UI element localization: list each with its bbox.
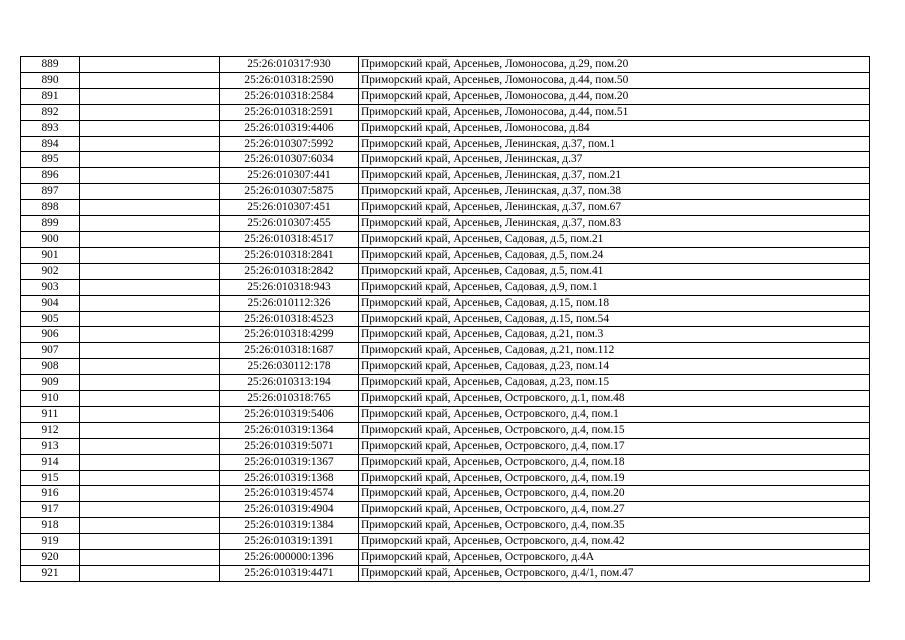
address-cell: Приморский край, Арсеньев, Островского, д.4, пом.20 bbox=[359, 486, 870, 502]
row-number-cell: 916 bbox=[21, 486, 80, 502]
table-row bbox=[21, 136, 870, 152]
row-number-cell: 918 bbox=[21, 518, 80, 534]
empty-cell bbox=[80, 263, 220, 279]
empty-cell bbox=[80, 502, 220, 518]
table-row bbox=[21, 566, 870, 582]
row-number-cell: 905 bbox=[21, 311, 80, 327]
table-row bbox=[21, 550, 870, 566]
row-number-cell: 902 bbox=[21, 263, 80, 279]
address-cell: Приморский край, Арсеньев, Островского, д.4А bbox=[359, 550, 870, 566]
empty-cell bbox=[80, 104, 220, 120]
cadastral-number-cell: 25:26:010307:455 bbox=[220, 216, 359, 232]
row-number-cell: 910 bbox=[21, 391, 80, 407]
cadastral-number-cell: 25:26:010313:194 bbox=[220, 375, 359, 391]
table-row bbox=[21, 231, 870, 247]
empty-cell bbox=[80, 279, 220, 295]
cadastral-number-cell: 25:26:010318:2590 bbox=[220, 72, 359, 88]
address-cell: Приморский край, Арсеньев, Ломоносова, д.44, пом.20 bbox=[359, 88, 870, 104]
address-cell: Приморский край, Арсеньев, Садовая, д.9, пом.1 bbox=[359, 279, 870, 295]
cadastral-number-cell: 25:26:010307:441 bbox=[220, 168, 359, 184]
cadastral-number-cell: 25:26:010319:4471 bbox=[220, 566, 359, 582]
address-cell: Приморский край, Арсеньев, Садовая, д.23, пом.15 bbox=[359, 375, 870, 391]
cadastral-number-cell: 25:26:010319:5406 bbox=[220, 406, 359, 422]
address-cell: Приморский край, Арсеньев, Садовая, д.5, пом.21 bbox=[359, 231, 870, 247]
cadastral-number-cell: 25:26:010318:4299 bbox=[220, 327, 359, 343]
row-number-cell: 921 bbox=[21, 566, 80, 582]
cadastral-number-cell: 25:26:010307:5992 bbox=[220, 136, 359, 152]
empty-cell bbox=[80, 422, 220, 438]
cadastral-number-cell: 25:26:010318:1687 bbox=[220, 343, 359, 359]
empty-cell bbox=[80, 200, 220, 216]
table-row bbox=[21, 120, 870, 136]
row-number-cell: 908 bbox=[21, 359, 80, 375]
row-number-cell: 912 bbox=[21, 422, 80, 438]
cadastral-number-cell: 25:26:030112:178 bbox=[220, 359, 359, 375]
property-table bbox=[20, 56, 870, 582]
cadastral-number-cell: 25:26:010319:4406 bbox=[220, 120, 359, 136]
address-cell: Приморский край, Арсеньев, Островского, д.4, пом.35 bbox=[359, 518, 870, 534]
table-body bbox=[21, 57, 870, 582]
address-cell: Приморский край, Арсеньев, Островского, д.4/1, пом.47 bbox=[359, 566, 870, 582]
row-number-cell: 901 bbox=[21, 247, 80, 263]
cadastral-number-cell: 25:26:010318:2841 bbox=[220, 247, 359, 263]
row-number-cell: 891 bbox=[21, 88, 80, 104]
row-number-cell: 900 bbox=[21, 231, 80, 247]
cadastral-number-cell: 25:26:010319:1391 bbox=[220, 534, 359, 550]
empty-cell bbox=[80, 168, 220, 184]
cadastral-number-cell: 25:26:000000:1396 bbox=[220, 550, 359, 566]
address-cell: Приморский край, Арсеньев, Островского, д.4, пом.19 bbox=[359, 470, 870, 486]
empty-cell bbox=[80, 120, 220, 136]
table-row bbox=[21, 88, 870, 104]
empty-cell bbox=[80, 438, 220, 454]
empty-cell bbox=[80, 534, 220, 550]
table-row bbox=[21, 311, 870, 327]
cadastral-number-cell: 25:26:010318:2842 bbox=[220, 263, 359, 279]
cadastral-number-cell: 25:26:010318:4523 bbox=[220, 311, 359, 327]
cadastral-number-cell: 25:26:010319:1367 bbox=[220, 454, 359, 470]
table-row bbox=[21, 391, 870, 407]
address-cell: Приморский край, Арсеньев, Садовая, д.15, пом.54 bbox=[359, 311, 870, 327]
row-number-cell: 917 bbox=[21, 502, 80, 518]
address-cell: Приморский край, Арсеньев, Островского, д.4, пом.15 bbox=[359, 422, 870, 438]
row-number-cell: 904 bbox=[21, 295, 80, 311]
row-number-cell: 892 bbox=[21, 104, 80, 120]
table-row bbox=[21, 216, 870, 232]
cadastral-number-cell: 25:26:010319:4904 bbox=[220, 502, 359, 518]
address-cell: Приморский край, Арсеньев, Ленинская, д.37, пом.21 bbox=[359, 168, 870, 184]
empty-cell bbox=[80, 391, 220, 407]
address-cell: Приморский край, Арсеньев, Островского, д.4, пом.1 bbox=[359, 406, 870, 422]
address-cell: Приморский край, Арсеньев, Ленинская, д.37, пом.67 bbox=[359, 200, 870, 216]
empty-cell bbox=[80, 375, 220, 391]
address-cell: Приморский край, Арсеньев, Ленинская, д.37, пом.83 bbox=[359, 216, 870, 232]
address-cell: Приморский край, Арсеньев, Садовая, д.5, пом.24 bbox=[359, 247, 870, 263]
empty-cell bbox=[80, 152, 220, 168]
table-row bbox=[21, 200, 870, 216]
empty-cell bbox=[80, 72, 220, 88]
empty-cell bbox=[80, 311, 220, 327]
table-row bbox=[21, 406, 870, 422]
cadastral-number-cell: 25:26:010319:1368 bbox=[220, 470, 359, 486]
empty-cell bbox=[80, 470, 220, 486]
address-cell: Приморский край, Арсеньев, Островского, д.4, пом.18 bbox=[359, 454, 870, 470]
address-cell: Приморский край, Арсеньев, Садовая, д.23, пом.14 bbox=[359, 359, 870, 375]
row-number-cell: 920 bbox=[21, 550, 80, 566]
table-row bbox=[21, 422, 870, 438]
table-row bbox=[21, 184, 870, 200]
table-row bbox=[21, 470, 870, 486]
row-number-cell: 894 bbox=[21, 136, 80, 152]
cadastral-number-cell: 25:26:010307:6034 bbox=[220, 152, 359, 168]
row-number-cell: 906 bbox=[21, 327, 80, 343]
empty-cell bbox=[80, 518, 220, 534]
table-row bbox=[21, 168, 870, 184]
empty-cell bbox=[80, 406, 220, 422]
cadastral-number-cell: 25:26:010318:765 bbox=[220, 391, 359, 407]
table-row bbox=[21, 279, 870, 295]
empty-cell bbox=[80, 566, 220, 582]
cadastral-number-cell: 25:26:010317:930 bbox=[220, 57, 359, 73]
table-row bbox=[21, 327, 870, 343]
empty-cell bbox=[80, 327, 220, 343]
empty-cell bbox=[80, 454, 220, 470]
address-cell: Приморский край, Арсеньев, Ломоносова, д.44, пом.51 bbox=[359, 104, 870, 120]
empty-cell bbox=[80, 343, 220, 359]
cadastral-number-cell: 25:26:010318:2584 bbox=[220, 88, 359, 104]
row-number-cell: 898 bbox=[21, 200, 80, 216]
table-row bbox=[21, 534, 870, 550]
empty-cell bbox=[80, 216, 220, 232]
address-cell: Приморский край, Арсеньев, Садовая, д.15, пом.18 bbox=[359, 295, 870, 311]
row-number-cell: 909 bbox=[21, 375, 80, 391]
address-cell: Приморский край, Арсеньев, Ленинская, д.37, пом.38 bbox=[359, 184, 870, 200]
address-cell: Приморский край, Арсеньев, Ломоносова, д.44, пом.50 bbox=[359, 72, 870, 88]
cadastral-number-cell: 25:26:010318:4517 bbox=[220, 231, 359, 247]
row-number-cell: 893 bbox=[21, 120, 80, 136]
address-cell: Приморский край, Арсеньев, Островского, д.4, пом.17 bbox=[359, 438, 870, 454]
row-number-cell: 899 bbox=[21, 216, 80, 232]
row-number-cell: 907 bbox=[21, 343, 80, 359]
address-cell: Приморский край, Арсеньев, Садовая, д.5, пом.41 bbox=[359, 263, 870, 279]
row-number-cell: 897 bbox=[21, 184, 80, 200]
empty-cell bbox=[80, 550, 220, 566]
table-row bbox=[21, 72, 870, 88]
empty-cell bbox=[80, 57, 220, 73]
empty-cell bbox=[80, 359, 220, 375]
empty-cell bbox=[80, 486, 220, 502]
cadastral-number-cell: 25:26:010318:943 bbox=[220, 279, 359, 295]
address-cell: Приморский край, Арсеньев, Островского, д.4, пом.27 bbox=[359, 502, 870, 518]
address-cell: Приморский край, Арсеньев, Ломоносова, д.84 bbox=[359, 120, 870, 136]
table-row bbox=[21, 247, 870, 263]
empty-cell bbox=[80, 295, 220, 311]
table-row bbox=[21, 104, 870, 120]
row-number-cell: 914 bbox=[21, 454, 80, 470]
table-row bbox=[21, 502, 870, 518]
row-number-cell: 890 bbox=[21, 72, 80, 88]
cadastral-number-cell: 25:26:010319:1384 bbox=[220, 518, 359, 534]
address-cell: Приморский край, Арсеньев, Садовая, д.21, пом.3 bbox=[359, 327, 870, 343]
empty-cell bbox=[80, 184, 220, 200]
empty-cell bbox=[80, 88, 220, 104]
empty-cell bbox=[80, 136, 220, 152]
empty-cell bbox=[80, 231, 220, 247]
row-number-cell: 919 bbox=[21, 534, 80, 550]
table-row bbox=[21, 454, 870, 470]
row-number-cell: 911 bbox=[21, 406, 80, 422]
table-row bbox=[21, 295, 870, 311]
address-cell: Приморский край, Арсеньев, Ленинская, д.37, пом.1 bbox=[359, 136, 870, 152]
table-row bbox=[21, 375, 870, 391]
cadastral-number-cell: 25:26:010112:326 bbox=[220, 295, 359, 311]
table-row bbox=[21, 152, 870, 168]
address-cell: Приморский край, Арсеньев, Островского, д.4, пом.42 bbox=[359, 534, 870, 550]
table-row bbox=[21, 343, 870, 359]
table-row bbox=[21, 518, 870, 534]
row-number-cell: 896 bbox=[21, 168, 80, 184]
table-row bbox=[21, 263, 870, 279]
address-cell: Приморский край, Арсеньев, Ленинская, д.37 bbox=[359, 152, 870, 168]
address-cell: Приморский край, Арсеньев, Ломоносова, д.29, пом.20 bbox=[359, 57, 870, 73]
address-cell: Приморский край, Арсеньев, Островского, д.1, пом.48 bbox=[359, 391, 870, 407]
cadastral-number-cell: 25:26:010319:5071 bbox=[220, 438, 359, 454]
cadastral-number-cell: 25:26:010307:451 bbox=[220, 200, 359, 216]
empty-cell bbox=[80, 247, 220, 263]
table-row bbox=[21, 359, 870, 375]
table-row bbox=[21, 438, 870, 454]
cadastral-number-cell: 25:26:010318:2591 bbox=[220, 104, 359, 120]
row-number-cell: 903 bbox=[21, 279, 80, 295]
row-number-cell: 895 bbox=[21, 152, 80, 168]
row-number-cell: 915 bbox=[21, 470, 80, 486]
row-number-cell: 913 bbox=[21, 438, 80, 454]
row-number-cell: 889 bbox=[21, 57, 80, 73]
cadastral-number-cell: 25:26:010319:1364 bbox=[220, 422, 359, 438]
table-row bbox=[21, 486, 870, 502]
cadastral-number-cell: 25:26:010307:5875 bbox=[220, 184, 359, 200]
table-row bbox=[21, 57, 870, 73]
address-cell: Приморский край, Арсеньев, Садовая, д.21, пом.112 bbox=[359, 343, 870, 359]
cadastral-number-cell: 25:26:010319:4574 bbox=[220, 486, 359, 502]
